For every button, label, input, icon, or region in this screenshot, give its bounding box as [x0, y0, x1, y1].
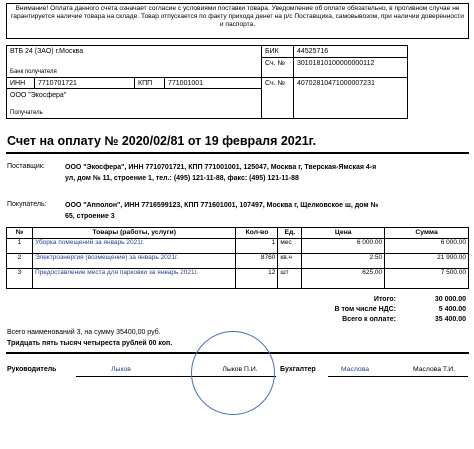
accountant-name: Маслова Т.И. — [412, 366, 455, 373]
payment-notice — [6, 3, 469, 39]
recipient-caption: Получатель — [10, 110, 43, 116]
table-row — [7, 239, 469, 254]
corr-account-value: 30101810100000000112 — [297, 60, 375, 67]
bik-label: БИК — [265, 48, 279, 55]
bank-name: ВТБ 24 (ЗАО) г.Москва — [10, 48, 84, 55]
total-label: Итого: — [373, 296, 396, 303]
row-sum: 6 000.00 — [385, 239, 469, 254]
accountant-signature: Маслова — [340, 366, 370, 373]
col-price-header: Цена — [302, 228, 385, 239]
totals-block — [266, 296, 466, 326]
kpp-label: КПП — [138, 80, 153, 87]
vat-value: 5 400.00 — [438, 306, 466, 313]
vat-label: В том числе НДС: — [334, 306, 396, 313]
supplier-line-2: ул, дом № 11, строение 1, тел.: (495) 121-11-88, факс: (495) 121-11-88 — [65, 175, 299, 182]
items-table — [6, 227, 469, 289]
bank-details-table — [6, 45, 408, 119]
supplier-label: Поставщик: — [7, 163, 45, 170]
row-qty: 1 — [236, 239, 278, 254]
due-value: 35 400.00 — [434, 316, 466, 323]
notice-text: Внимание! Оплата данного счета означает согласие с условиями поставки товара. Уведомление об оплате обязательно, в противном случае не гарантируется наличие товара на складе. Товар отпускается по факту прихода денег на р/с Поставщика, самовывозом, при наличии доверенности и паспорта. — [11, 5, 464, 28]
bank-caption: Банк получателя — [10, 69, 57, 75]
items-header-row — [7, 228, 469, 239]
col-sum-header: Сумма — [385, 228, 469, 239]
kpp-value: 771001001 — [168, 80, 204, 87]
inn-label: ИНН — [10, 80, 26, 87]
supplier-details — [65, 162, 465, 184]
row-num: 1 — [7, 239, 33, 254]
row-sum: 7 500.00 — [385, 269, 469, 289]
supplier-line-1: ООО "Экосфера", ИНН 7710701721, КПП 771001001, 125047, Москва г, Тверская-Ямская 4-я — [65, 164, 377, 171]
account-value: 40702810471000007231 — [297, 80, 375, 87]
title-rule — [6, 152, 469, 154]
director-name: Лыков П.И. — [222, 366, 258, 373]
director-signature: Лыков — [111, 366, 131, 373]
accountant-label: Бухгалтер — [280, 366, 316, 373]
row-name: Предоставление места для парковки за январь 2021г. — [32, 269, 236, 289]
row-name: Электроэнергия (возмещение) за январь 2021г. — [32, 254, 236, 269]
row-sum: 21 900.00 — [385, 254, 469, 269]
row-price: 6 000.00 — [302, 239, 385, 254]
row-qty: 8760 — [236, 254, 278, 269]
account-label: Сч. № — [265, 80, 286, 87]
buyer-line-2: 65, строение 3 — [65, 213, 115, 220]
bik-value: 44525716 — [297, 48, 329, 55]
col-name-header: Товары (работы, услуги) — [32, 228, 236, 239]
recipient-name: ООО "Экосфера" — [10, 92, 67, 99]
inn-value: 7710701721 — [38, 80, 77, 87]
corr-account-label: Сч. № — [265, 60, 286, 67]
col-unit-header: Ед. — [278, 228, 302, 239]
col-qty-header: Кол-во — [236, 228, 278, 239]
invoice-title: Счет на оплату № 2020/02/81 от 19 февраля 2021г. — [7, 134, 317, 148]
row-unit: кв.ч — [278, 254, 302, 269]
buyer-details — [65, 200, 465, 222]
col-num-header: № — [7, 228, 33, 239]
row-unit: мес — [278, 239, 302, 254]
amount-in-words: Тридцать пять тысяч четыреста рублей 00 коп. — [7, 340, 173, 347]
row-price: 2.50 — [302, 254, 385, 269]
row-num: 2 — [7, 254, 33, 269]
buyer-line-1: ООО "Апполон", ИНН 7716599123, КПП 771601001, 107497, Москва г, Щелковское ш, дом № — [65, 202, 379, 209]
due-label: Всего к оплате: — [342, 316, 396, 323]
accountant-sign-line — [328, 376, 468, 377]
row-qty: 12 — [236, 269, 278, 289]
row-num: 3 — [7, 269, 33, 289]
director-label: Руководитель — [7, 366, 57, 373]
table-row — [7, 254, 469, 269]
items-count-summary: Всего наименований 3, на сумму 35400,00 руб. — [7, 329, 161, 336]
total-value: 30 000.00 — [434, 296, 466, 303]
row-unit: шт — [278, 269, 302, 289]
stamp-circle — [191, 331, 275, 415]
table-row — [7, 269, 469, 289]
row-name: Уборка помещений за январь 2021г. — [32, 239, 236, 254]
row-price: 625.00 — [302, 269, 385, 289]
buyer-label: Покупатель: — [7, 201, 47, 208]
